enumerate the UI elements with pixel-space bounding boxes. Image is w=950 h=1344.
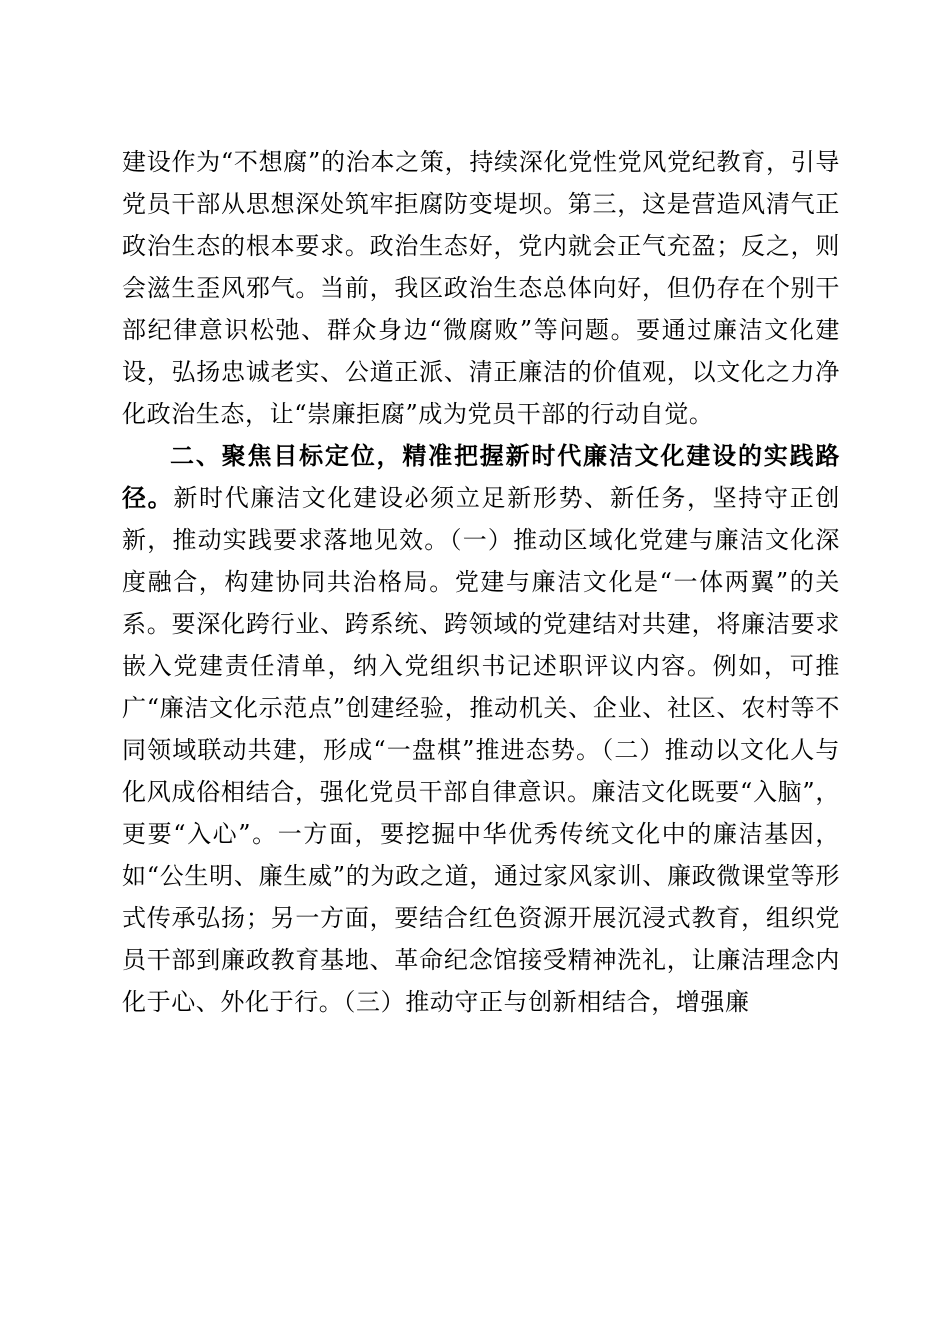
paragraph-continuation bbox=[122, 141, 840, 435]
paragraph-section-two bbox=[122, 435, 840, 1023]
body-text bbox=[122, 141, 840, 1023]
paragraph-1-body: 建设作为“不想腐”的治本之策，持续深化党性党风党纪教育，引导党员干部从思想深处筑牢拒腐防变堤坝。第三，这是营造风清气正政治生态的根本要求。政治生态好，党内就会正气充盈；反之，则会滋生歪风邪气。当前，我区政治生态总体向好，但仍存在个别干部纪律意识松弛、群众身边“微腐败”等问题。要通过廉洁文化建设，弘扬忠诚老实、公道正派、清正廉洁的价值观，以文化之力净化政治生态，让“崇廉拒腐”成为党员干部的行动自觉。 bbox=[122, 148, 840, 428]
section-two-heading: 二、聚焦目标定位，精准把握新时代廉洁文化建设的实践路径。 bbox=[122, 442, 840, 512]
paragraph-2-body: 新时代廉洁文化建设必须立足新形势、新任务，坚持守正创新，推动实践要求落地见效。（一）推动区域化党建与廉洁文化深度融合，构建协同共治格局。党建与廉洁文化是“一体两翼”的关系。要深化跨行业、跨系统、跨领域的党建结对共建，将廉洁要求嵌入党建责任清单，纳入党组织书记述职评议内容。例如，可推广“廉洁文化示范点”创建经验，推动机关、企业、社区、农村等不同领域联动共建，形成“一盘棋”推进态势。（二）推动以文化人与化风成俗相结合，强化党员干部自律意识。廉洁文化既要“入脑”，更要“入心”。一方面，要挖掘中华优秀传统文化中的廉洁基因，如“公生明、廉生威”的为政之道，通过家风家训、廉政微课堂等形式传承弘扬；另一方面，要结合红色资源开展沉浸式教育，组织党员干部到廉政教育基地、革命纪念馆接受精神洗礼，让廉洁理念内化于心、外化于行。（三）推动守正与创新相结合，增强廉 bbox=[122, 484, 840, 1016]
